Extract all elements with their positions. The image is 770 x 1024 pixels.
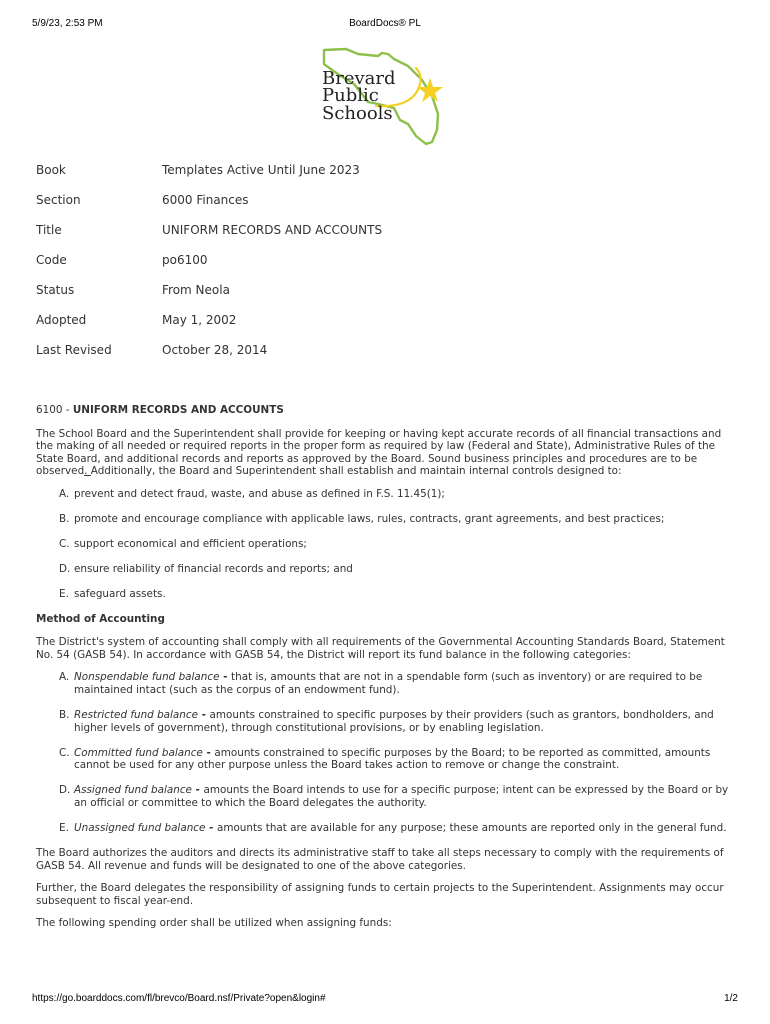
category-dash: - — [197, 708, 210, 721]
category-term: Restricted fund balance — [74, 708, 198, 721]
meta-value: October 28, 2014 — [162, 343, 268, 357]
list-item — [36, 747, 736, 772]
meta-value: UNIFORM RECORDS AND ACCOUNTS — [162, 223, 383, 237]
list-text: promote and encourage compliance with applicable laws, rules, contracts, grant agreements, and best practices; — [74, 513, 665, 526]
list-text: ensure reliability of financial records and reports; and — [74, 563, 353, 576]
list-item — [36, 563, 736, 576]
list-letter: B. — [59, 513, 70, 526]
intro-paragraph — [36, 428, 736, 478]
list-item — [36, 538, 736, 551]
meta-value: From Neola — [162, 283, 230, 297]
meta-value: 6000 Finances — [162, 193, 249, 207]
spending-order-paragraph: The following spending order shall be utilized when assigning funds: — [36, 917, 392, 930]
meta-value: Templates Active Until June 2023 — [162, 163, 360, 177]
category-text: amounts constrained to specific purposes by their providers (such as grantors, bondholders, and higher levels of government), through constitutional provisions, or by enabling legislation. — [74, 708, 714, 734]
category-dash: - — [205, 821, 217, 834]
category-term: Committed fund balance — [74, 746, 203, 759]
meta-label: Code — [36, 253, 67, 267]
category-dash: - — [219, 671, 232, 684]
auditors-paragraph: The Board authorizes the auditors and directs its administrative staff to take all steps necessary to comply with the requirements of GASB 54. All revenue and funds will be designated to one of the above categories. — [36, 847, 724, 872]
category-term: Nonspendable fund balance — [74, 671, 220, 684]
meta-value: May 1, 2002 — [162, 313, 237, 327]
meta-label: Book — [36, 163, 66, 177]
list-item — [36, 588, 736, 601]
list-item — [36, 671, 736, 696]
policy-heading — [36, 404, 736, 417]
method-of-accounting-heading: Method of Accounting — [36, 613, 165, 626]
meta-label: Last Revised — [36, 343, 112, 357]
list-text: support economical and efficient operations; — [74, 538, 307, 551]
category-text: amounts the Board intends to use for a specific purpose; intent can be expressed by the Board or by an official or committee to which the Board delegates the authority. — [74, 784, 729, 809]
list-item — [36, 513, 736, 526]
intro-text-continued: Additionally, the Board and Superintendent shall establish and maintain internal controls designed to: — [90, 465, 622, 478]
method-paragraph: The District's system of accounting shall comply with all requirements of the Governmental Accounting Standards Board, Statement No. 54 (GASB 54). In accordance with GASB 54, the District will report its fund balance in the following categories: — [36, 636, 725, 661]
policy-number: 6100 - — [36, 404, 73, 416]
print-url: https://go.boarddocs.com/fl/brevco/Board.nsf/Private?open&login# — [32, 993, 326, 1004]
list-text: safeguard assets. — [74, 588, 166, 601]
category-dash: - — [191, 784, 204, 797]
category-text: amounts that are available for any purpose; these amounts are reported only in the general fund. — [216, 821, 727, 834]
category-text: amounts constrained to specific purposes by the Board; to be reported as committed, amounts cannot be used for any other purpose unless the Board takes action to remove or change the constraint. — [74, 746, 711, 772]
fund-balance-categories-list — [36, 671, 736, 834]
list-item — [36, 822, 736, 835]
print-page-title: BoardDocs® PL — [349, 18, 421, 29]
list-letter: C. — [59, 746, 70, 759]
list-item — [36, 488, 736, 501]
meta-label: Title — [36, 223, 62, 237]
list-letter: A. — [59, 487, 70, 500]
meta-label: Status — [36, 283, 75, 297]
logo-line-schools: Schools — [322, 103, 393, 124]
list-item — [36, 709, 736, 734]
list-letter: D. — [59, 563, 71, 576]
intro-underline: . — [84, 465, 91, 478]
page-number: 1/2 — [724, 993, 738, 1004]
logo-line-brevard: Brevard — [322, 68, 396, 89]
intro-text: The School Board and the Superintendent shall provide for keeping or having kept accurate records of all financial transactions and the making of all needed or required reports in the proper form as required by law (Federal and State), Administrative Rules of the State Board, and additional records and reports as approved by the Board. Sound business principles and procedures are to be observed — [36, 427, 722, 478]
list-text: prevent and detect fraud, waste, and abuse as defined in F.S. 11.45(1); — [74, 487, 445, 500]
brevard-public-schools-logo — [318, 44, 452, 146]
meta-label: Section — [36, 193, 81, 207]
list-letter: C. — [59, 538, 70, 551]
policy-title: UNIFORM RECORDS AND ACCOUNTS — [72, 404, 284, 416]
internal-controls-list — [36, 488, 736, 601]
logo-line-public: Public — [322, 85, 379, 106]
delegation-paragraph: Further, the Board delegates the responsibility of assigning funds to certain projects to the Superintendent. Assignments may occur subsequent to fiscal year-end. — [36, 882, 724, 907]
category-term: Unassigned fund balance — [74, 821, 206, 834]
list-letter: B. — [59, 708, 70, 721]
category-text: that is, amounts that are not in a spendable form (such as inventory) or are required to be maintained intact (such as the corpus of an endowment fund). — [74, 671, 703, 696]
meta-label: Adopted — [36, 313, 87, 327]
print-datetime: 5/9/23, 2:53 PM — [32, 18, 103, 29]
meta-value: po6100 — [162, 253, 208, 267]
list-letter: E. — [59, 588, 69, 601]
list-letter: A. — [59, 671, 70, 684]
policy-body — [36, 404, 736, 940]
category-term: Assigned fund balance — [74, 784, 192, 797]
category-dash: - — [202, 746, 215, 759]
list-letter: E. — [59, 821, 69, 834]
list-item — [36, 784, 736, 809]
list-letter: D. — [59, 784, 71, 797]
